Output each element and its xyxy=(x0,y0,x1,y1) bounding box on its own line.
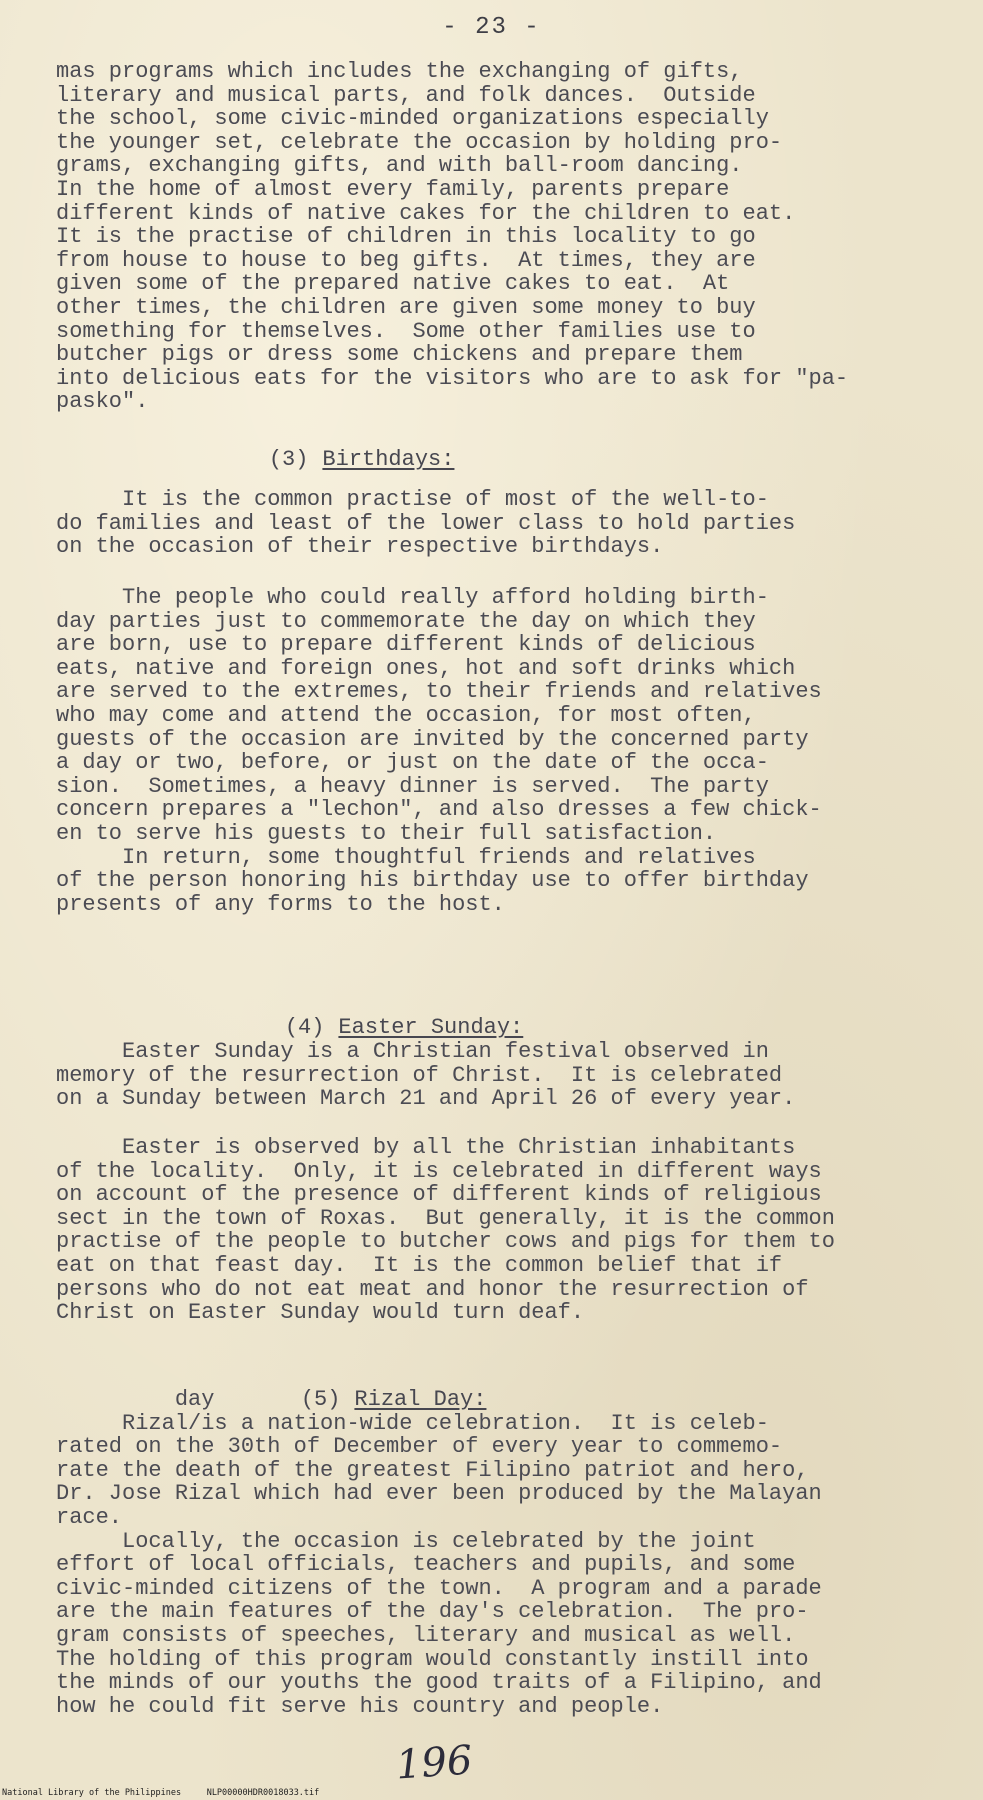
handwritten-page-number: 196 xyxy=(394,1737,474,1789)
archive-footer: National Library of the Philippines NLP00000HDR0018033.tif xyxy=(2,1788,320,1798)
birthdays-paragraph-1: It is the common practise of most of the well-to- do families and least of the lower class to hold parties on the occasion of their respective birthdays. xyxy=(56,487,796,560)
section-number: (4) xyxy=(284,1015,325,1040)
page-number: - 23 - xyxy=(442,14,541,41)
section-title: Birthdays: xyxy=(322,447,455,472)
section-title: Easter Sunday: xyxy=(338,1015,524,1040)
birthdays-paragraph-2: The people who could really afford holding birth- day parties just to commemorate the day on which they are born, use to prepare different kinds of delicious eats, native and foreign ones, hot and soft drinks which are served to the extremes, to their friends and relatives who may come and attend the occasion, for most often, guests of the occasion are invited by the concerned party a day or two, before, or just on the date of the occa- sion. Sometimes, a heavy dinner is served. The party concern prepares a "lechon", and also dresses a few chick- en to serve his guests to their full satisfaction. In return, some thoughtful friends and relatives of the person honoring his birthday use to offer birthday presents of any forms to the host. xyxy=(56,585,822,917)
section-title: Rizal Day: xyxy=(354,1387,487,1412)
easter-paragraph-1: Easter Sunday is a Christian festival observed in memory of the resurrection of Christ. It is celebrated on a Sunday between March 21 and April 26 of every year. xyxy=(56,1039,796,1112)
section-number: (5) xyxy=(300,1387,341,1412)
section-number: (3) xyxy=(268,447,309,472)
intro-paragraph: mas programs which includes the exchanging of gifts, literary and musical parts, and folk dances. Outside the school, some civic-minded organizations especially the younger set, celebrate the occasion by holding pro- grams, exchanging gifts, and with ball-room dancing. In the home of almost every family, parents prepare different kinds of native cakes for the children to eat. It is the practise of children in this locality to go from house to house to beg gifts. At times, they are given some of the prepared native cakes to eat. At other times, the children are given some money to buy something for themselves. Some other families use to butcher pigs or dress some chickens and prepare them into delicious eats for the visitors who are to ask for "pa- pasko". xyxy=(56,59,849,415)
rizal-day-paragraph: day Rizal/is a nation-wide celebration. It is celeb- rated on the 30th of December of every year to commemo- rate the death of the greatest Filipino patriot and hero, Dr. Jose Rizal which had ever been produced by the Malayan race. Locally, the occasion is celebrated by the joint effort of local officials, teachers and pupils, and some civic-minded citizens of the town. A program and a parade are the main features of the day's celebration. The pro- gram consists of speeches, literary and musical as well. The holding of this program would constantly instill into the minds of our youths the good traits of a Filipino, and how he could fit serve his country and people. xyxy=(56,1387,822,1719)
easter-paragraph-2: Easter is observed by all the Christian inhabitants of the locality. Only, it is celebrated in different ways on account of the presence of different kinds of religious sect in the town of Roxas. But generally, it is the common practise of the people to butcher cows and pigs for them to eat on that feast day. It is the common belief that if persons who do not eat meat and honor the resurrection of Christ on Easter Sunday would turn deaf. xyxy=(56,1135,835,1326)
section-heading-birthdays xyxy=(216,422,454,497)
